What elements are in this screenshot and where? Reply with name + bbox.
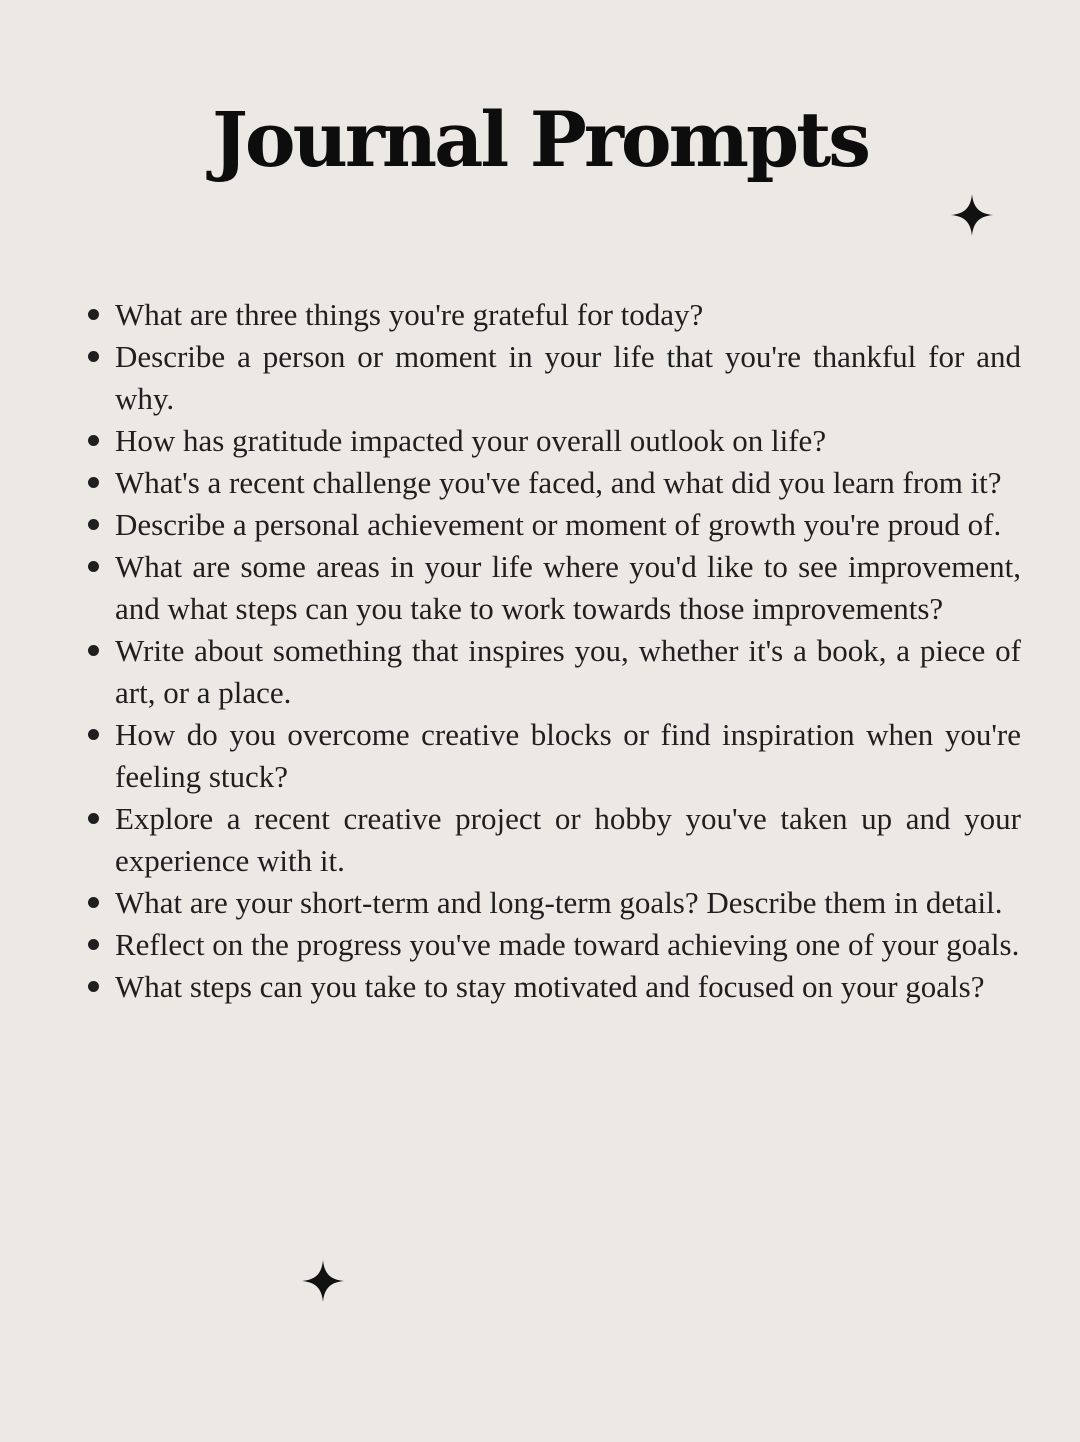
prompt-text: What's a recent challenge you've faced, and what did you learn from it? — [115, 465, 1002, 500]
bullet-icon — [88, 519, 99, 530]
list-item — [86, 924, 1021, 966]
bullet-icon — [88, 645, 99, 656]
bullet-icon — [88, 561, 99, 572]
bullet-icon — [88, 813, 99, 824]
bullet-icon — [88, 981, 99, 992]
sparkle-icon — [302, 1260, 344, 1302]
prompt-text: Write about something that inspires you, whether it's a book, a piece of art, or a place. — [115, 633, 1021, 710]
sparkle-icon — [951, 194, 993, 236]
bullet-icon — [88, 435, 99, 446]
list-item — [86, 630, 1021, 714]
list-item — [86, 714, 1021, 798]
list-item — [86, 420, 1021, 462]
prompt-text: What are some areas in your life where you'd like to see improvement, and what steps can you take to work towards those improvements? — [115, 549, 1021, 626]
list-item — [86, 504, 1021, 546]
bullet-icon — [88, 897, 99, 908]
bullet-icon — [88, 351, 99, 362]
prompt-text: Describe a personal achievement or moment of growth you're proud of. — [115, 507, 1002, 542]
list-item — [86, 462, 1021, 504]
list-item — [86, 336, 1021, 420]
prompt-text: How has gratitude impacted your overall outlook on life? — [115, 423, 827, 458]
page-title: Journal Prompts — [211, 95, 869, 184]
list-item — [86, 294, 1021, 336]
prompt-text: Describe a person or moment in your life that you're thankful for and why. — [115, 339, 1021, 416]
list-item — [86, 798, 1021, 882]
prompt-text: What are three things you're grateful for today? — [115, 297, 704, 332]
prompt-list — [86, 294, 1021, 1008]
bullet-icon — [88, 309, 99, 320]
list-item — [86, 882, 1021, 924]
prompt-text: What steps can you take to stay motivated and focused on your goals? — [115, 969, 985, 1004]
prompt-text: Reflect on the progress you've made toward achieving one of your goals. — [115, 927, 1020, 962]
bullet-icon — [88, 939, 99, 950]
bullet-icon — [88, 477, 99, 488]
list-item — [86, 966, 1021, 1008]
prompt-text: What are your short-term and long-term goals? Describe them in detail. — [115, 885, 1003, 920]
bullet-icon — [88, 729, 99, 740]
prompt-text: Explore a recent creative project or hobby you've taken up and your experience with it. — [115, 801, 1021, 878]
prompt-text: How do you overcome creative blocks or find inspiration when you're feeling stuck? — [115, 717, 1021, 794]
list-item — [86, 546, 1021, 630]
